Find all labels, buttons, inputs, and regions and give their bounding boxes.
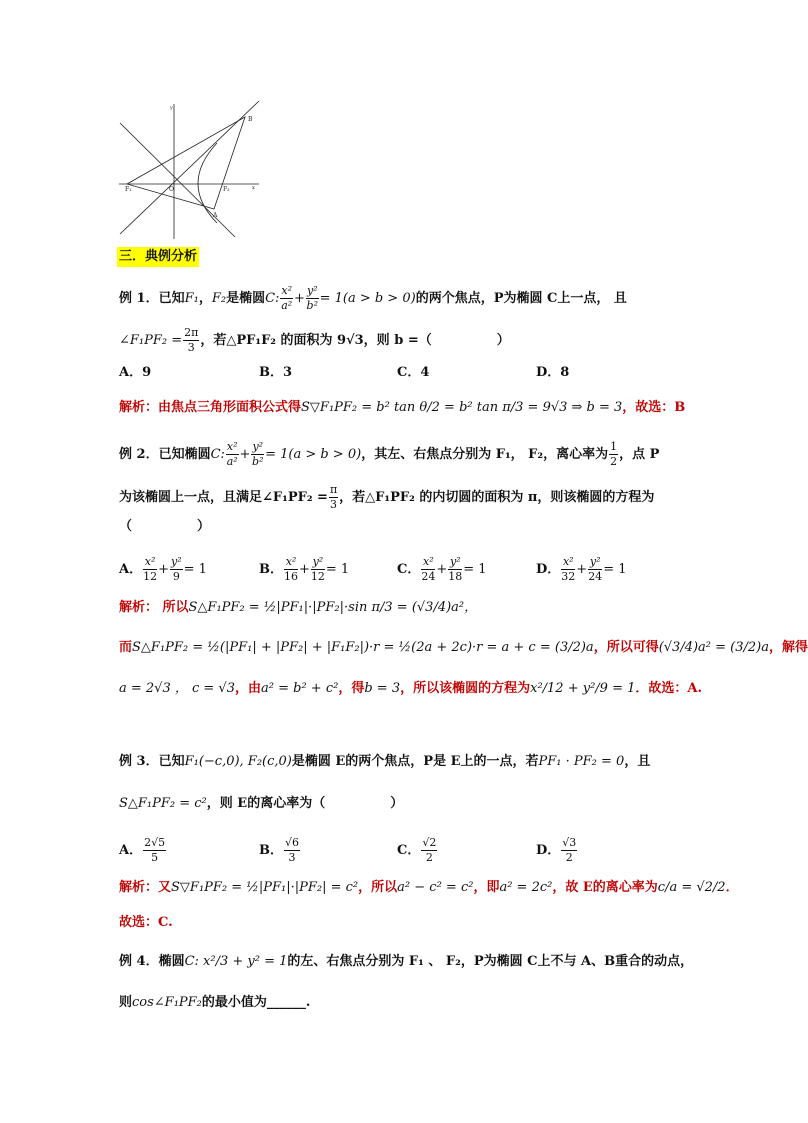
label-y: y (170, 105, 173, 111)
example2-option-a[interactable]: A． $\frac{\text{x²}}{12}$ + $\frac{\text{y²}}{9}$ = 1 (119, 555, 207, 583)
section-heading: 三．典例分析 (117, 247, 199, 267)
label-x: x (252, 185, 255, 191)
example3-option-d[interactable]: D． $\frac{√3}{2}$ (536, 836, 577, 864)
example1-line1: 例 1．已知F₁，F₂是椭圆C: $\frac{\text{x²}}{\text{a²}}$ + $\frac{\text{y²}}{\text{b²}}$ = 1(a > b > 0)的两个焦点，P为椭圆 C上一点， 且 (119, 284, 627, 312)
example2-option-c[interactable]: C． $\frac{\text{x²}}{24}$ + $\frac{\text{y²}}{18}$ = 1 (397, 555, 487, 583)
example2-option-d[interactable]: D． $\frac{\text{x²}}{32}$ + $\frac{\text{y²}}{24}$ = 1 (536, 555, 627, 583)
example2-solution-1: 解析： 所以S△F₁PF₂ = ½|PF₁|·|PF₂|·sin π/3 = (√3/4)a²， (119, 600, 478, 615)
example1-line2: ∠F₁PF₂ = $\frac{2\pi}{3}$ ，若△PF₁F₂ 的面积为 9√3，则 b =（ ） (119, 326, 510, 354)
label-origin: O (169, 186, 174, 193)
example2-solution-2: 而S△F₁PF₂ = ½(|PF₁| + |PF₂| + |F₁F₂|)·r = ½(2a + 2c)·r = a + c = (3/2)a，所以可得(√3/4)a² = (3/2)a，解得 (119, 640, 808, 655)
example3-line2: S△F₁PF₂ = c²，则 E的离心率为（ ） (119, 796, 404, 811)
example3-solution: 解析：又S▽F₁PF₂ = ½|PF₁|·|PF₂| = c²，所以a² − c² = c²，即a² = 2c²，故 E的离心率为c/a = √2/2． (119, 880, 739, 895)
example2-line2: 为该椭圆上一点，且满足∠F₁PF₂ = $\frac{\pi}{3}$ ，若△F₁PF₂ 的内切圆的面积为 π，则该椭圆的方程为 (119, 483, 655, 511)
example1-option-a[interactable]: A．9 (119, 365, 152, 380)
example1-option-b[interactable]: B．3 (259, 365, 293, 380)
example1-option-c[interactable]: C．4 (397, 365, 430, 380)
example3-option-a[interactable]: A． $\frac{2√5}{5}$ (119, 836, 166, 864)
example2-blank: （ ） (119, 519, 211, 534)
example3-line1: 例 3．已知F₁(−c,0), F₂(c,0)是椭圆 E的两个焦点，P是 E上的一点，若PF₁ · PF₂ = 0，且 (119, 754, 651, 769)
example2-option-b[interactable]: B． $\frac{\text{x²}}{16}$ + $\frac{\text{y²}}{12}$ = 1 (259, 555, 350, 583)
example2-solution-3: a = 2√3 ， c = √3，由a² = b² + c²，得b = 3，所以该椭圆的方程为x²/12 + y²/9 = 1．故选：A. (119, 681, 702, 696)
label-f2: F₂ (223, 186, 230, 193)
hyperbola-figure (117, 99, 263, 241)
answer-blank[interactable]: ______ (266, 995, 306, 1010)
example3-option-c[interactable]: C． $\frac{√2}{2}$ (397, 836, 437, 864)
label-f1: F₁ (125, 186, 132, 193)
example4-line1: 例 4．椭圆C: x²/3 + y² = 1的左、右焦点分别为 F₁ 、 F₂，P为椭圆 C上不与 A、B重合的动点， (119, 954, 694, 969)
label-b: B (248, 116, 253, 123)
example1-solution: 解析：由焦点三角形面积公式得S▽F₁PF₂ = b² tan θ/2 = b² tan π/3 = 9√3 ⇒ b = 3，故选：B (119, 400, 686, 415)
example2-line1: 例 2．已知椭圆C: $\frac{\text{x²}}{\text{a²}}$ + $\frac{\text{y²}}{\text{b²}}$ = 1(a > b > 0)，其左、右焦点分别为 F₁， F₂，离心率为 $\frac{1}{2}$ ，点 P (119, 440, 660, 468)
example4-line2: 则cos∠F₁PF₂的最小值为______. (119, 995, 311, 1010)
example3-option-b[interactable]: B． $\frac{√6}{3}$ (259, 836, 300, 864)
label-a: A (213, 212, 218, 219)
example3-answer: 故选：C. (119, 915, 173, 930)
example1-label: 例 1． (119, 291, 159, 306)
right-branch (198, 143, 217, 223)
example4-label: 例 4． (119, 954, 159, 969)
example2-label: 例 2． (119, 447, 159, 462)
example1-option-d[interactable]: D．8 (536, 365, 570, 380)
example3-label: 例 3． (119, 754, 159, 769)
